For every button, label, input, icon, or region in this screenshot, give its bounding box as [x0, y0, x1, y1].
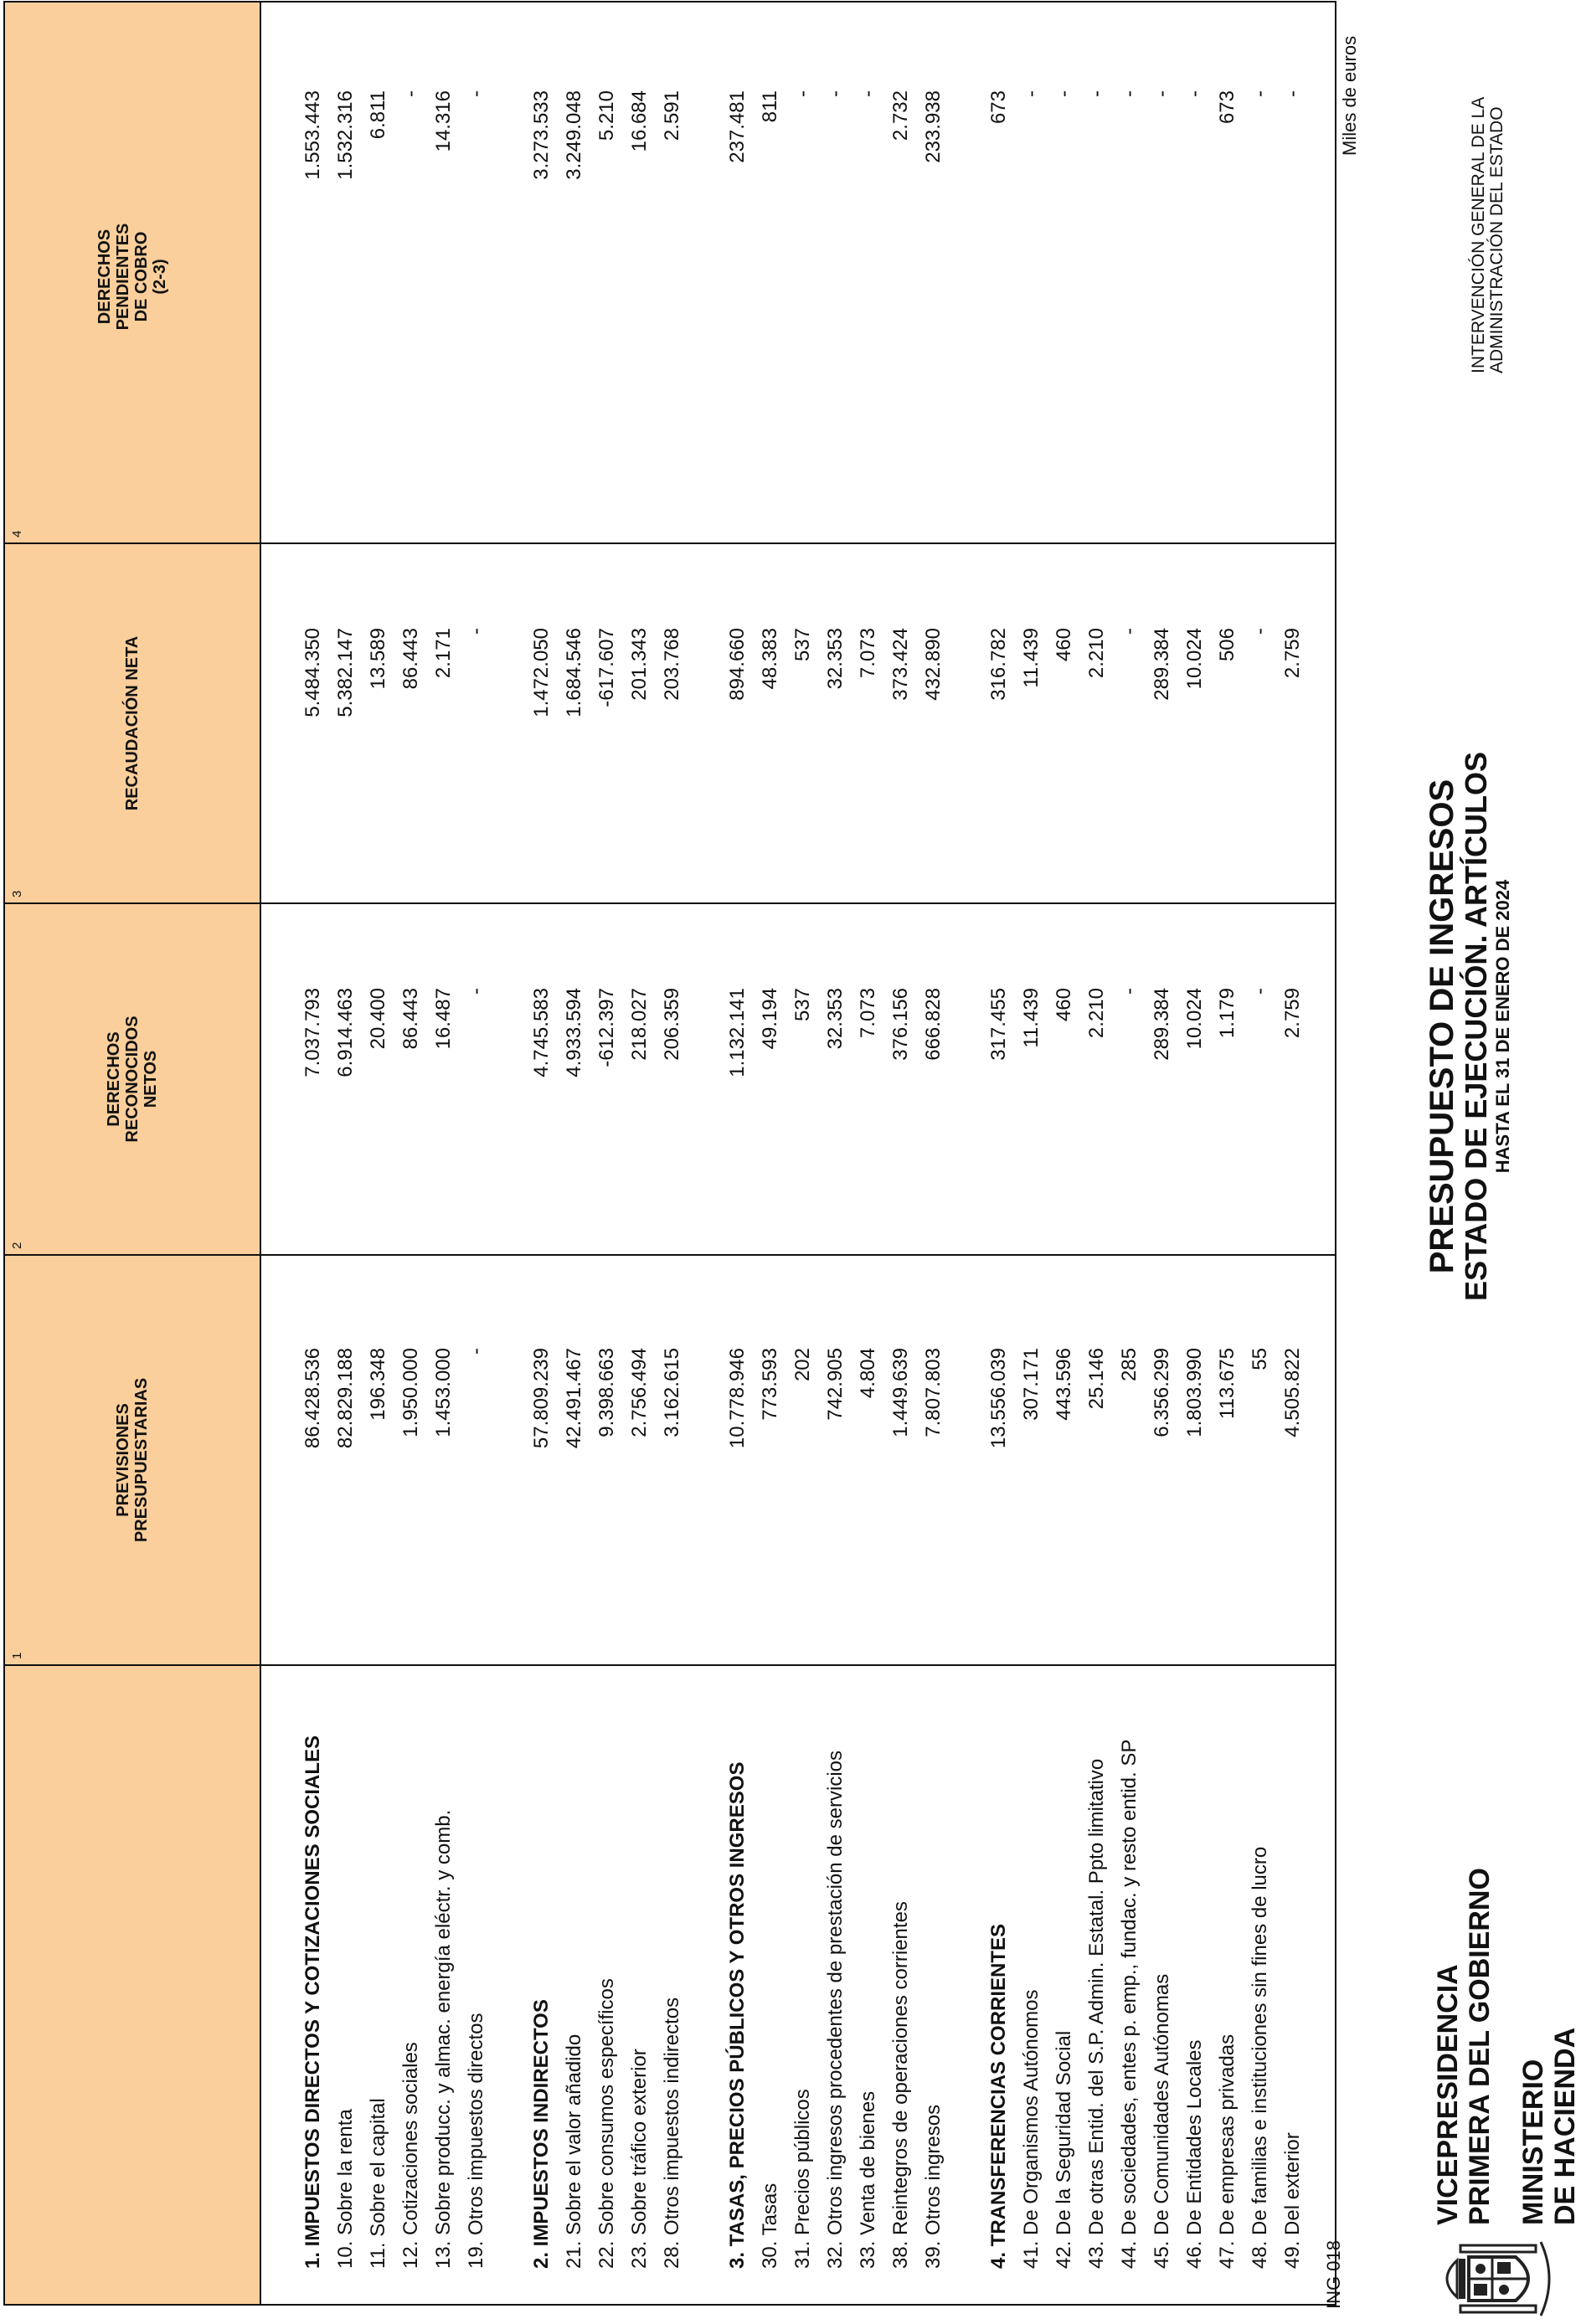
- row-value: -: [791, 90, 814, 97]
- row-value: 811: [759, 90, 781, 123]
- table-header-row: [4, 2, 260, 2305]
- document-code: ING 018: [1323, 2240, 1344, 2309]
- row-value: 460: [1053, 988, 1075, 1022]
- pendientes-column: [260, 2, 1336, 543]
- row-value: 2.759: [1281, 628, 1304, 679]
- row-label: 39. Otros ingresos: [922, 2104, 945, 2269]
- row-value: 237.481: [726, 90, 749, 163]
- row-value: -: [1183, 90, 1206, 97]
- row-value: 506: [1216, 628, 1239, 662]
- budget-table: [3, 1, 1336, 2306]
- row-label: 28. Otros impuestos indirectos: [661, 1997, 683, 2269]
- row-value: 218.027: [628, 988, 651, 1061]
- row-value: 82.829.188: [334, 1348, 357, 1449]
- row-value: 2.210: [1085, 988, 1108, 1039]
- row-value: 32.353: [824, 988, 847, 1050]
- row-value: 4.745.583: [530, 988, 553, 1077]
- row-value: 1.472.050: [530, 628, 553, 717]
- row-label: 47. De empresas privadas: [1216, 2034, 1239, 2269]
- row-value: [950, 904, 982, 1254]
- column-header-label: PREVISIONES PRESUPUESTARIAS: [114, 1377, 151, 1543]
- row-value: 13.589: [367, 628, 389, 690]
- row-value: 10.024: [1183, 628, 1206, 690]
- row-value: 285: [1118, 1348, 1141, 1382]
- column-header-4: [4, 2, 260, 543]
- row-value: 233.938: [922, 90, 945, 163]
- row-value: 1.532.316: [334, 90, 357, 180]
- row-value: [492, 904, 525, 1254]
- row-label: 13. Sobre producc. y almac. energía eléctr. y comb.: [432, 1809, 455, 2269]
- ministry-name: [1432, 1868, 1581, 2225]
- row-value: [950, 544, 982, 902]
- row-label: 3. TASAS, PRECIOS PÚBLICOS Y OTROS INGRESOS: [726, 1761, 749, 2269]
- row-value: 55: [1249, 1348, 1271, 1370]
- row-value: 673: [1216, 90, 1239, 125]
- row-value: 7.037.793: [301, 988, 324, 1077]
- row-value: -: [465, 1348, 487, 1355]
- row-value: 2.732: [889, 90, 912, 141]
- row-label: 42. De la Seguridad Social: [1053, 2030, 1075, 2269]
- row-value: 317.455: [987, 988, 1010, 1061]
- row-value: 307.171: [1020, 1348, 1043, 1421]
- row-value: [688, 544, 721, 902]
- row-value: 42.491.467: [563, 1348, 585, 1449]
- row-value: 57.809.239: [530, 1348, 553, 1449]
- row-value: 201.343: [628, 628, 651, 701]
- row-value: -: [1053, 90, 1075, 97]
- row-value: [688, 3, 721, 542]
- row-value: [492, 544, 525, 902]
- row-value: -: [1249, 90, 1271, 97]
- row-value: -: [465, 988, 487, 995]
- spacer-row: [492, 1666, 525, 2304]
- row-value: 773.593: [759, 1348, 781, 1421]
- row-label: 12. Cotizaciones sociales: [399, 2042, 422, 2269]
- row-value: 5.382.147: [334, 628, 357, 717]
- row-value: 1.453.000: [432, 1348, 455, 1437]
- row-value: 742.905: [824, 1348, 847, 1421]
- coat-of-arms-icon: [1432, 2240, 1558, 2317]
- column-number: 1: [10, 1652, 24, 1659]
- row-value: [950, 3, 982, 542]
- row-value: 25.146: [1085, 1348, 1108, 1410]
- row-value: 196.348: [367, 1348, 389, 1421]
- row-value: 14.316: [432, 90, 455, 152]
- row-value: -: [1151, 90, 1173, 97]
- row-value: 4.933.594: [563, 988, 585, 1077]
- row-value: -: [1020, 90, 1043, 97]
- issuing-office: [1470, 97, 1506, 373]
- row-value: -612.397: [595, 988, 618, 1067]
- row-value: 203.768: [661, 628, 683, 701]
- row-label: 30. Tasas: [759, 2183, 781, 2269]
- row-value: 1.950.000: [399, 1348, 422, 1437]
- row-value: 32.353: [824, 628, 847, 690]
- row-value: 48.383: [759, 628, 781, 690]
- title-line-1: PRESUPUESTO DE INGRESOS: [1424, 779, 1460, 1274]
- row-value: 6.914.463: [334, 988, 357, 1077]
- row-value: 537: [791, 628, 814, 662]
- row-value: 113.675: [1216, 1348, 1239, 1419]
- row-label: 2. IMPUESTOS INDIRECTOS: [530, 1999, 553, 2269]
- title-line-2: ESTADO DE EJECUCIÓN. ARTÍCULOS: [1459, 751, 1493, 1302]
- column-header-label: DERECHOS PENDIENTES DE COBRO (2-3): [95, 223, 169, 331]
- row-label: 46. De Entidades Locales: [1183, 2039, 1206, 2269]
- spacer-row: [688, 1666, 721, 2304]
- row-label: 41. De Organismos Autónomos: [1020, 1989, 1043, 2269]
- row-value: 11.439: [1020, 628, 1043, 688]
- row-value: 16.684: [628, 90, 651, 152]
- row-value: [688, 904, 721, 1254]
- row-value: 894.660: [726, 628, 749, 701]
- row-value: -: [1085, 90, 1108, 97]
- row-value: 7.807.803: [922, 1348, 945, 1437]
- row-value: 13.556.039: [987, 1348, 1010, 1449]
- row-value: 666.828: [922, 988, 945, 1061]
- row-value: 16.487: [432, 988, 455, 1050]
- row-label: 21. Sobre el valor añadido: [563, 2034, 585, 2269]
- row-value: 20.400: [367, 988, 389, 1050]
- row-value: 6.811: [367, 90, 389, 140]
- concept-header: [4, 1665, 260, 2305]
- row-value: 1.684.546: [563, 628, 585, 717]
- row-value: 1.132.141: [726, 988, 749, 1077]
- row-value: 3.162.615: [661, 1348, 683, 1437]
- row-value: 5.210: [595, 90, 618, 141]
- row-label: 33. Venta de bienes: [857, 2090, 879, 2269]
- row-label: 44. De sociedades, entes p. emp., fundac. y resto entid. SP: [1118, 1739, 1141, 2269]
- row-value: 2.210: [1085, 628, 1108, 679]
- row-value: [688, 1256, 721, 1664]
- spacer-row: [950, 1666, 982, 2304]
- row-value: 289.384: [1151, 988, 1173, 1061]
- row-value: [492, 3, 525, 542]
- row-value: -: [857, 90, 879, 97]
- ministry-line-4: DE HACIENDA: [1549, 2027, 1581, 2225]
- row-value: 373.424: [889, 628, 912, 701]
- row-value: 2.171: [432, 628, 455, 679]
- row-value: -: [465, 628, 487, 635]
- row-label: 4. TRANSFERENCIAS CORRIENTES: [987, 1923, 1010, 2269]
- row-value: -: [1281, 90, 1304, 97]
- issuing-office-line-2: ADMINISTRACIÓN DEL ESTADO: [1487, 106, 1506, 373]
- row-value: 10.778.946: [726, 1348, 749, 1449]
- row-value: 2.591: [661, 90, 683, 141]
- row-value: 376.156: [889, 988, 912, 1061]
- row-value: 202: [791, 1348, 814, 1382]
- row-value: 49.194: [759, 988, 781, 1050]
- ministry-line-3: MINISTERIO: [1517, 2059, 1549, 2225]
- row-value: -: [399, 90, 422, 97]
- row-label: 22. Sobre consumos específicos: [595, 1978, 618, 2269]
- column-header-2: [4, 903, 260, 1255]
- row-value: 432.890: [922, 628, 945, 701]
- row-value: -: [465, 90, 487, 97]
- row-label: 48. De familias e instituciones sin fines de lucro: [1249, 1846, 1271, 2269]
- row-label: 38. Reintegros de operaciones corrientes: [889, 1901, 912, 2269]
- row-value: [492, 1256, 525, 1664]
- row-value: 537: [791, 988, 814, 1022]
- ministry-line-1: VICEPRESIDENCIA: [1432, 1964, 1464, 2225]
- row-value: 289.384: [1151, 628, 1173, 701]
- row-label: 43. De otras Entid. del S.P. Admin. Estatal. Ppto limitativo: [1085, 1758, 1108, 2269]
- recaudacion-column: [260, 543, 1336, 903]
- row-value: 4.505.822: [1281, 1348, 1304, 1437]
- row-value: 1.803.990: [1183, 1348, 1206, 1437]
- row-value: [950, 1256, 982, 1664]
- row-value: 86.428.536: [301, 1348, 324, 1449]
- previsiones-column: [260, 1255, 1336, 1665]
- row-value: -617.607: [595, 628, 618, 707]
- row-value: 86.443: [399, 988, 422, 1050]
- row-value: 7.073: [857, 988, 879, 1039]
- row-value: 316.782: [987, 628, 1010, 701]
- column-header-label: RECAUDACIÓN NETA: [123, 635, 142, 811]
- report-title: [1424, 650, 1514, 1403]
- title-line-3: HASTA EL 31 DE ENERO DE 2024: [1492, 879, 1513, 1174]
- row-value: 11.439: [1020, 988, 1043, 1048]
- row-value: 2.759: [1281, 988, 1304, 1039]
- units-label: Miles de euros: [1339, 35, 1360, 156]
- row-value: 86.443: [399, 628, 422, 690]
- row-label: 23. Sobre tráfico exterior: [628, 2049, 651, 2269]
- issuing-office-line-1: INTERVENCIÓN GENERAL DE LA: [1469, 96, 1488, 373]
- row-label: 45. De Comunidades Autónomas: [1151, 1973, 1173, 2269]
- row-value: 443.596: [1053, 1348, 1075, 1421]
- row-label: 11. Sobre el capital: [367, 2098, 389, 2269]
- row-value: 1.449.639: [889, 1348, 912, 1437]
- row-value: 9.398.663: [595, 1348, 618, 1437]
- row-value: 1.179: [1216, 988, 1239, 1039]
- row-value: -: [1118, 90, 1141, 97]
- concept-column: [260, 1665, 1336, 2305]
- row-value: 460: [1053, 628, 1075, 662]
- row-value: -: [1249, 988, 1271, 995]
- row-value: 10.024: [1183, 988, 1206, 1050]
- row-label: 31. Precios públicos: [791, 2089, 814, 2269]
- table-body-row: [260, 2, 1336, 2305]
- column-number: 3: [10, 890, 24, 897]
- column-header-label: DERECHOS RECONOCIDOS NETOS: [105, 1015, 160, 1143]
- ministry-line-2: PRIMERA DEL GOBIERNO: [1464, 1868, 1496, 2225]
- row-value: -: [1249, 628, 1271, 635]
- row-value: 3.273.533: [530, 90, 553, 180]
- row-value: 2.756.494: [628, 1348, 651, 1437]
- row-value: 206.359: [661, 988, 683, 1061]
- row-value: 6.356.299: [1151, 1348, 1173, 1437]
- row-value: 7.073: [857, 628, 879, 679]
- row-label: 10. Sobre la renta: [334, 2109, 357, 2269]
- row-label: 1. IMPUESTOS DIRECTOS Y COTIZACIONES SOCIALES: [301, 1735, 324, 2269]
- row-label: 49. Del exterior: [1281, 2132, 1304, 2269]
- row-value: -: [1118, 988, 1141, 995]
- row-label: 32. Otros ingresos procedentes de prestación de servicios: [824, 1751, 847, 2269]
- column-number: 2: [10, 1242, 24, 1249]
- derechos-reconocidos-column: [260, 903, 1336, 1255]
- row-value: 4.804: [857, 1348, 879, 1399]
- row-value: 1.553.443: [301, 90, 324, 180]
- column-header-1: [4, 1255, 260, 1665]
- row-value: -: [824, 90, 847, 97]
- row-value: 3.249.048: [563, 90, 585, 180]
- row-value: -: [1118, 628, 1141, 635]
- row-value: 5.484.350: [301, 628, 324, 717]
- row-label: 19. Otros impuestos directos: [465, 2013, 487, 2269]
- column-number: 4: [10, 530, 24, 537]
- row-value: 673: [987, 90, 1010, 125]
- column-header-3: [4, 543, 260, 903]
